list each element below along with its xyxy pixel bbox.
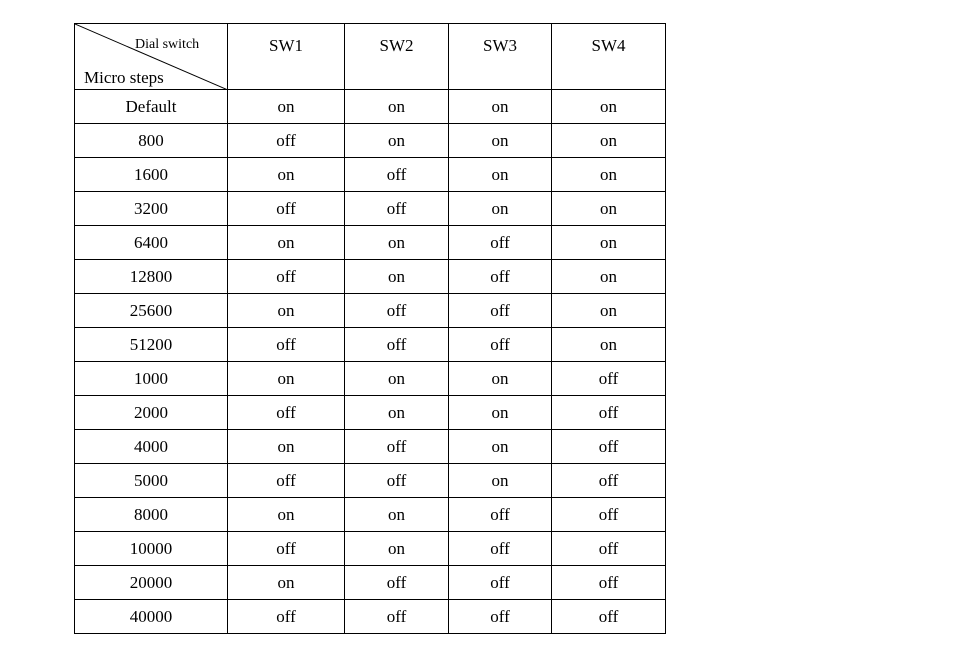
dip-switch-table	[74, 23, 666, 634]
micro-steps-cell: 12800	[75, 260, 228, 294]
table-row	[75, 226, 666, 260]
switch-state-cell-sw1: off	[228, 396, 345, 430]
switch-state-cell-sw4: off	[552, 362, 666, 396]
table-row	[75, 328, 666, 362]
switch-state-cell-sw2: off	[345, 158, 449, 192]
switch-state-cell-sw3: on	[449, 124, 552, 158]
micro-steps-cell: 10000	[75, 532, 228, 566]
switch-state-cell-sw1: off	[228, 328, 345, 362]
switch-state-cell-sw4: off	[552, 430, 666, 464]
switch-state-cell-sw1: on	[228, 294, 345, 328]
switch-state-cell-sw1: off	[228, 192, 345, 226]
micro-steps-cell: 1600	[75, 158, 228, 192]
switch-state-cell-sw2: off	[345, 328, 449, 362]
switch-state-cell-sw3: off	[449, 328, 552, 362]
table-row	[75, 158, 666, 192]
switch-state-cell-sw4: off	[552, 532, 666, 566]
table-row	[75, 566, 666, 600]
switch-state-cell-sw3: on	[449, 464, 552, 498]
switch-state-cell-sw1: off	[228, 260, 345, 294]
micro-steps-cell: 40000	[75, 600, 228, 634]
switch-state-cell-sw3: off	[449, 600, 552, 634]
switch-state-cell-sw2: on	[345, 498, 449, 532]
table-row	[75, 362, 666, 396]
switch-state-cell-sw3: off	[449, 260, 552, 294]
switch-state-cell-sw1: on	[228, 498, 345, 532]
switch-state-cell-sw1: on	[228, 362, 345, 396]
switch-state-cell-sw3: on	[449, 158, 552, 192]
switch-state-cell-sw2: off	[345, 294, 449, 328]
switch-state-cell-sw1: on	[228, 90, 345, 124]
switch-state-cell-sw2: off	[345, 566, 449, 600]
switch-state-cell-sw1: off	[228, 464, 345, 498]
micro-steps-cell: 20000	[75, 566, 228, 600]
switch-state-cell-sw4: off	[552, 498, 666, 532]
micro-steps-cell: Default	[75, 90, 228, 124]
switch-state-cell-sw3: off	[449, 226, 552, 260]
switch-state-cell-sw4: on	[552, 226, 666, 260]
micro-steps-label: Micro steps	[84, 68, 164, 87]
switch-state-cell-sw4: on	[552, 260, 666, 294]
switch-state-cell-sw2: off	[345, 430, 449, 464]
switch-state-cell-sw3: on	[449, 90, 552, 124]
switch-state-cell-sw4: on	[552, 90, 666, 124]
switch-state-cell-sw2: on	[345, 124, 449, 158]
switch-state-cell-sw4: on	[552, 328, 666, 362]
table-row	[75, 430, 666, 464]
switch-state-cell-sw1: off	[228, 532, 345, 566]
corner-header-cell	[75, 24, 228, 90]
switch-state-cell-sw2: on	[345, 90, 449, 124]
switch-state-cell-sw1: off	[228, 124, 345, 158]
column-header-sw3: SW3	[449, 24, 552, 90]
micro-steps-cell: 4000	[75, 430, 228, 464]
micro-steps-cell: 1000	[75, 362, 228, 396]
table-row	[75, 498, 666, 532]
table-row	[75, 124, 666, 158]
table-row	[75, 396, 666, 430]
switch-state-cell-sw4: on	[552, 124, 666, 158]
switch-state-cell-sw3: on	[449, 396, 552, 430]
table-row	[75, 90, 666, 124]
switch-state-cell-sw4: off	[552, 396, 666, 430]
switch-state-cell-sw1: on	[228, 158, 345, 192]
micro-steps-cell: 5000	[75, 464, 228, 498]
switch-state-cell-sw2: off	[345, 192, 449, 226]
switch-state-cell-sw2: on	[345, 362, 449, 396]
micro-steps-cell: 51200	[75, 328, 228, 362]
switch-state-cell-sw1: on	[228, 566, 345, 600]
micro-steps-cell: 3200	[75, 192, 228, 226]
switch-state-cell-sw4: off	[552, 600, 666, 634]
dial-switch-label: Dial switch	[135, 37, 200, 52]
switch-state-cell-sw1: off	[228, 600, 345, 634]
table-row	[75, 464, 666, 498]
table-row	[75, 260, 666, 294]
table-row	[75, 600, 666, 634]
column-header-sw1: SW1	[228, 24, 345, 90]
switch-state-cell-sw4: off	[552, 464, 666, 498]
switch-state-cell-sw4: on	[552, 294, 666, 328]
switch-state-cell-sw2: on	[345, 396, 449, 430]
table-header-row	[75, 24, 666, 90]
micro-steps-cell: 25600	[75, 294, 228, 328]
switch-state-cell-sw3: off	[449, 294, 552, 328]
table-row	[75, 294, 666, 328]
switch-state-cell-sw2: off	[345, 464, 449, 498]
switch-state-cell-sw1: on	[228, 430, 345, 464]
switch-state-cell-sw4: off	[552, 566, 666, 600]
switch-state-cell-sw3: on	[449, 430, 552, 464]
micro-steps-cell: 8000	[75, 498, 228, 532]
switch-state-cell-sw2: on	[345, 532, 449, 566]
switch-state-cell-sw1: on	[228, 226, 345, 260]
switch-state-cell-sw4: on	[552, 158, 666, 192]
switch-state-cell-sw3: on	[449, 192, 552, 226]
micro-steps-cell: 800	[75, 124, 228, 158]
switch-state-cell-sw3: off	[449, 566, 552, 600]
table-row	[75, 532, 666, 566]
micro-steps-cell: 2000	[75, 396, 228, 430]
switch-state-cell-sw3: off	[449, 498, 552, 532]
column-header-sw4: SW4	[552, 24, 666, 90]
switch-state-cell-sw3: on	[449, 362, 552, 396]
switch-state-cell-sw2: off	[345, 600, 449, 634]
table-body	[75, 90, 666, 634]
table-row	[75, 192, 666, 226]
switch-state-cell-sw3: off	[449, 532, 552, 566]
switch-state-cell-sw2: on	[345, 260, 449, 294]
switch-state-cell-sw2: on	[345, 226, 449, 260]
column-header-sw2: SW2	[345, 24, 449, 90]
micro-steps-cell: 6400	[75, 226, 228, 260]
switch-state-cell-sw4: on	[552, 192, 666, 226]
